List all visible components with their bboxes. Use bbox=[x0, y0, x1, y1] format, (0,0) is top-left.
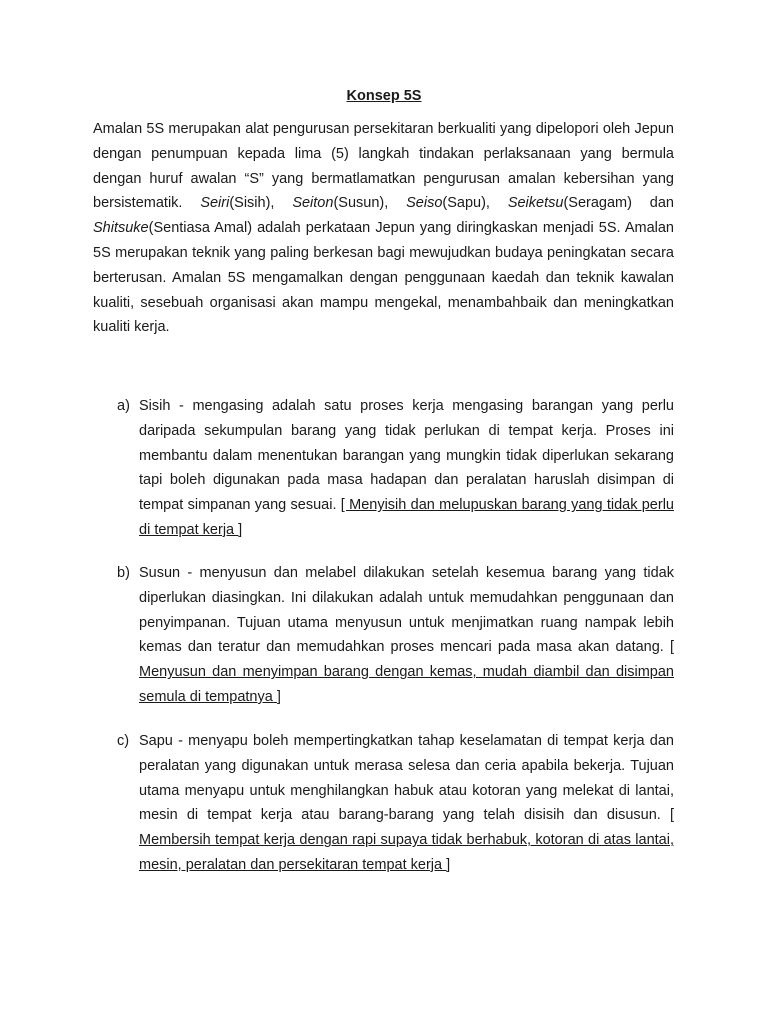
term-seiton-meaning: (Susun), bbox=[333, 195, 407, 212]
intro-text-part2: adalah perkataan Jepun yang diringkaskan menjadi 5S. Amalan 5S merupakan teknik yang paling berkesan bagi mewujudkan budaya peningkatan secara berterusan. Amalan 5S mengamalkan dengan penggunaan kaedah dan teknik kawalan kualiti, sesebuah organisasi akan mampu mengekal, menambahbaik dan meningkatkan kualiti kerja. bbox=[93, 220, 674, 336]
list-marker: a) bbox=[117, 398, 130, 414]
intro-paragraph bbox=[93, 117, 674, 340]
list-item-text: Sisih - mengasing adalah satu proses kerja mengasing barangan yang perlu daripada sekumpulan barang yang tidak perlukan di tempat kerja. Proses ini membantu dalam menentukan barangan yang mungkin tidak diperlukan sekarang tapi boleh digunakan pada masa hadapan dan peralatan haruslah disimpan di tempat simpanan yang sesuai. bbox=[139, 398, 674, 514]
list-item-summary: [ Membersih tempat kerja dengan rapi supaya tidak berhabuk, kotoran di atas lantai, mesin, peralatan dan persekitaran tempat kerja ] bbox=[139, 807, 674, 873]
list-item-text: Sapu - menyapu boleh mempertingkatkan tahap keselamatan di tempat kerja dan peralatan yang digunakan untuk merasa selesa dan ceria apabila bekerja. Tujuan utama menyapu untuk menghilangkan habuk atau kotoran yang melekat di lantai, mesin di tempat kerja atau barang-barang yang telah disisih dan disusun. bbox=[139, 733, 674, 824]
term-shitsuke: Shitsuke bbox=[93, 220, 149, 237]
list-item-summary: [ Menyusun dan menyimpan barang dengan kemas, mudah diambil dan disimpan semula di tempatnya ] bbox=[139, 639, 674, 705]
document-title: Konsep 5S bbox=[346, 88, 422, 104]
list-marker: c) bbox=[117, 733, 130, 749]
list-item-body bbox=[139, 729, 674, 878]
list-item-body bbox=[139, 394, 674, 543]
term-seiso: Seiso bbox=[406, 195, 443, 212]
term-seiri-meaning: (Sisih), bbox=[229, 195, 293, 212]
term-seiso-meaning: (Sapu), bbox=[442, 195, 508, 212]
list-item-summary: [ Menyisih dan melupuskan barang yang tidak perlu di tempat kerja ] bbox=[139, 497, 674, 538]
intro-text-part1: Amalan 5S merupakan alat pengurusan persekitaran berkualiti yang dipelopori oleh Jepun dengan penumpuan kepada lima (5) langkah tindakan perlaksanaan yang bermula dengan huruf awalan “S” yang bermatlamatkan pengurusan amalan kebersihan yang bersistematik. bbox=[93, 121, 674, 212]
term-seiton: Seiton bbox=[292, 195, 334, 212]
list-marker: b) bbox=[117, 565, 130, 581]
term-seiri: Seiri bbox=[200, 195, 230, 212]
term-shitsuke-meaning: (Sentiasa Amal) bbox=[148, 220, 253, 237]
list-item-text: Susun - menyusun dan melabel dilakukan setelah kesemua barang yang tidak diperlukan diasingkan. Ini dilakukan adalah untuk memudahkan penggunaan dan penyimpanan. Tujuan utama menyusun untuk menjimatkan ruang nampak lebih kemas dan teratur dan memudahkan proses mencari pada masa akan datang. bbox=[139, 565, 674, 656]
term-seiketsu-meaning: (Seragam) dan bbox=[563, 195, 674, 212]
term-seiketsu: Seiketsu bbox=[507, 195, 564, 212]
list-item-body bbox=[139, 561, 674, 710]
